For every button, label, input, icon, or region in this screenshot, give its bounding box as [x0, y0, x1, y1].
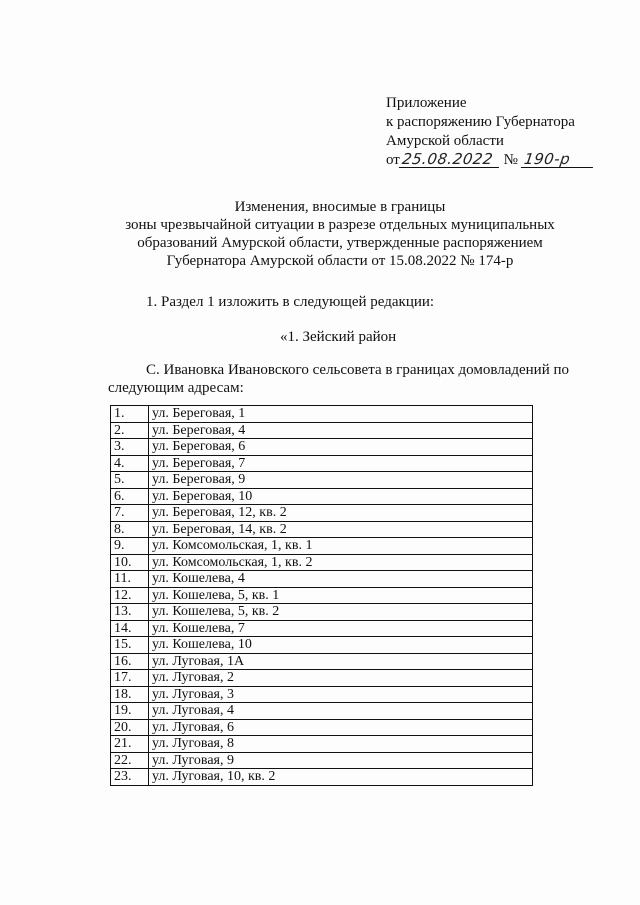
row-address: ул. Береговая, 14, кв. 2 — [149, 521, 533, 538]
table-row — [111, 488, 533, 505]
row-number: 8. — [111, 521, 149, 538]
row-address: ул. Комсомольская, 1, кв. 2 — [149, 554, 533, 571]
row-address: ул. Кошелева, 7 — [149, 620, 533, 637]
date-prefix: от — [386, 152, 400, 168]
row-number: 1. — [111, 406, 149, 423]
table-row — [111, 554, 533, 571]
table-row — [111, 422, 533, 439]
heading-line-1: Изменения, вносимые в границы — [234, 199, 446, 215]
row-number: 23. — [111, 769, 149, 786]
row-number: 4. — [111, 455, 149, 472]
appendix-block — [386, 94, 594, 170]
row-address: ул. Кошелева, 5, кв. 1 — [149, 587, 533, 604]
row-address: ул. Луговая, 10, кв. 2 — [149, 769, 533, 786]
heading-line-3: образований Амурской области, утвержденные распоряжением — [137, 235, 543, 251]
appendix-title: Приложение — [386, 95, 467, 111]
appendix-region: Амурской области — [386, 133, 504, 149]
row-number: 7. — [111, 505, 149, 522]
row-address: ул. Кошелева, 4 — [149, 571, 533, 588]
document-heading — [120, 198, 560, 270]
row-address: ул. Береговая, 7 — [149, 455, 533, 472]
row-address: ул. Луговая, 2 — [149, 670, 533, 687]
table-row — [111, 736, 533, 753]
table-row — [111, 521, 533, 538]
heading-line-4: Губернатора Амурской области от 15.08.2022 № 174-р — [166, 253, 514, 269]
row-number: 19. — [111, 703, 149, 720]
item-1-text: 1. Раздел 1 изложить в следующей редакции: — [146, 294, 435, 310]
row-address: ул. Луговая, 6 — [149, 719, 533, 736]
row-address: ул. Луговая, 1А — [149, 653, 533, 670]
appendix-order-ref: к распоряжению Губернатора — [386, 114, 575, 130]
row-address: ул. Береговая, 10 — [149, 488, 533, 505]
row-number: 20. — [111, 719, 149, 736]
table-row — [111, 505, 533, 522]
table-row — [111, 406, 533, 423]
row-address: ул. Луговая, 8 — [149, 736, 533, 753]
row-number: 21. — [111, 736, 149, 753]
handwritten-number: 190-р — [521, 152, 595, 168]
row-number: 5. — [111, 472, 149, 489]
table-row — [111, 703, 533, 720]
row-number: 9. — [111, 538, 149, 555]
table-row — [111, 637, 533, 654]
row-number: 6. — [111, 488, 149, 505]
row-number: 18. — [111, 686, 149, 703]
row-number: 12. — [111, 587, 149, 604]
table-row — [111, 752, 533, 769]
row-number: 22. — [111, 752, 149, 769]
row-address: ул. Луговая, 3 — [149, 686, 533, 703]
row-number: 14. — [111, 620, 149, 637]
row-number: 3. — [111, 439, 149, 456]
row-number: 13. — [111, 604, 149, 621]
row-address: ул. Кошелева, 5, кв. 2 — [149, 604, 533, 621]
village-description: С. Ивановка Ивановского сельсовета в границах домовладений по следующим адресам: — [108, 362, 569, 396]
row-number: 17. — [111, 670, 149, 687]
handwritten-date: 25.08.2022 — [399, 152, 501, 168]
row-number: 10. — [111, 554, 149, 571]
row-address: ул. Береговая, 1 — [149, 406, 533, 423]
row-number: 16. — [111, 653, 149, 670]
table-row — [111, 719, 533, 736]
table-row — [111, 604, 533, 621]
heading-line-2: зоны чрезвычайной ситуации в разрезе отдельных муниципальных — [125, 217, 555, 233]
row-number: 11. — [111, 571, 149, 588]
table-row — [111, 670, 533, 687]
row-address: ул. Кошелева, 10 — [149, 637, 533, 654]
table-row — [111, 587, 533, 604]
address-table-body — [111, 406, 533, 786]
table-row — [111, 472, 533, 489]
appendix-date-number-row — [386, 151, 594, 170]
row-address: ул. Луговая, 4 — [149, 703, 533, 720]
row-address: ул. Луговая, 9 — [149, 752, 533, 769]
row-address: ул. Береговая, 12, кв. 2 — [149, 505, 533, 522]
table-row — [111, 769, 533, 786]
row-number: 15. — [111, 637, 149, 654]
row-address: ул. Береговая, 6 — [149, 439, 533, 456]
row-address: ул. Комсомольская, 1, кв. 1 — [149, 538, 533, 555]
table-row — [111, 686, 533, 703]
row-address: ул. Береговая, 4 — [149, 422, 533, 439]
row-number: 2. — [111, 422, 149, 439]
table-row — [111, 571, 533, 588]
table-row — [111, 455, 533, 472]
district-heading: «1. Зейский район — [280, 329, 397, 345]
table-row — [111, 620, 533, 637]
row-address: ул. Береговая, 9 — [149, 472, 533, 489]
number-prefix: № — [503, 152, 518, 168]
table-row — [111, 653, 533, 670]
table-row — [111, 439, 533, 456]
table-row — [111, 538, 533, 555]
address-table — [110, 405, 533, 786]
